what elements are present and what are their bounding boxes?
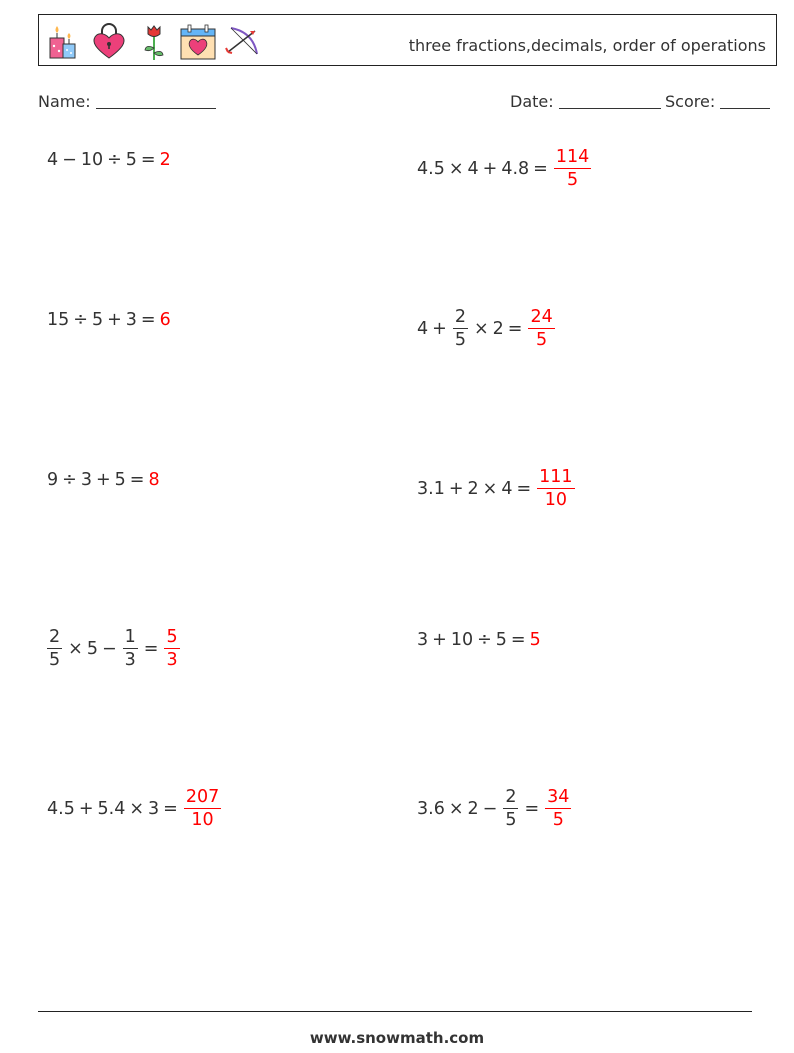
equals-sign: = xyxy=(129,470,145,490)
fraction-denominator: 3 xyxy=(124,650,136,670)
answer-denominator: 5 xyxy=(566,170,579,190)
fraction-numerator: 2 xyxy=(49,627,61,647)
times-operator: × xyxy=(68,638,83,659)
answer-fraction xyxy=(554,146,591,191)
equals-sign: = xyxy=(140,310,156,330)
expr-term: 3.6 xyxy=(417,798,445,819)
times-operator: × xyxy=(482,478,498,499)
expr-term: 4 xyxy=(417,318,429,339)
worksheet-title: three fractions,decimals, order of operations xyxy=(408,36,766,55)
equals-sign: = xyxy=(516,478,532,499)
equals-sign: = xyxy=(533,158,548,179)
expr-term: 5.4 xyxy=(97,798,126,819)
answer-fraction xyxy=(545,786,571,831)
answer-denominator: 3 xyxy=(166,650,178,670)
expr-term: 4.5 xyxy=(417,158,445,179)
answer-fraction xyxy=(537,466,574,511)
expr-term: 5 xyxy=(495,630,507,650)
answer: 5 xyxy=(529,630,541,650)
problem-8 xyxy=(417,630,541,650)
plus-operator: + xyxy=(78,798,94,819)
problem-3 xyxy=(47,310,171,330)
expr-term: 4.8 xyxy=(501,158,530,179)
operand-fraction xyxy=(123,626,138,671)
answer-numerator: 24 xyxy=(530,307,553,327)
plus-operator: + xyxy=(448,478,464,499)
rose-icon xyxy=(134,22,174,62)
name-field xyxy=(38,92,216,111)
equals-sign: = xyxy=(163,798,178,819)
problem-6 xyxy=(417,466,577,511)
fraction-numerator: 2 xyxy=(454,307,466,327)
answer-denominator: 5 xyxy=(536,330,548,350)
plus-operator: + xyxy=(432,318,447,339)
divide-operator: ÷ xyxy=(477,630,492,650)
answer-fraction xyxy=(164,626,179,671)
answer-denominator: 10 xyxy=(191,810,214,830)
minus-operator: − xyxy=(482,798,498,819)
footer-divider xyxy=(38,1011,752,1012)
expr-term: 4.5 xyxy=(47,798,75,819)
date-label: Date: xyxy=(510,92,554,111)
name-label: Name: xyxy=(38,92,91,111)
score-blank[interactable] xyxy=(720,94,770,109)
fraction-denominator: 5 xyxy=(49,650,61,670)
expr-term: 3 xyxy=(125,310,137,330)
date-blank[interactable] xyxy=(559,94,661,109)
answer: 6 xyxy=(159,310,171,330)
expr-term: 3 xyxy=(417,630,429,650)
expr-term: 2 xyxy=(467,798,479,819)
minus-operator: − xyxy=(101,638,117,659)
operand-fraction xyxy=(503,786,518,831)
worksheet-header xyxy=(38,14,777,66)
times-operator: × xyxy=(448,158,464,179)
expr-term: 10 xyxy=(450,630,474,650)
times-operator: × xyxy=(448,798,464,819)
answer-numerator: 5 xyxy=(166,627,178,647)
problem-4 xyxy=(417,306,557,351)
problem-9 xyxy=(47,786,223,831)
answer-numerator: 114 xyxy=(555,147,590,167)
expr-term: 5 xyxy=(114,470,126,490)
footer-website[interactable]: www.snowmath.com xyxy=(309,1029,485,1047)
times-operator: × xyxy=(129,798,145,819)
expr-term: 4 xyxy=(501,478,513,499)
expr-term: 9 xyxy=(47,470,59,490)
problem-5 xyxy=(47,470,160,490)
plus-operator: + xyxy=(482,158,498,179)
expr-term: 5 xyxy=(86,638,98,659)
answer-numerator: 34 xyxy=(547,787,570,807)
expr-term: 4 xyxy=(47,150,59,170)
equals-sign: = xyxy=(140,150,156,170)
fraction-denominator: 5 xyxy=(454,330,466,350)
problem-1 xyxy=(47,150,171,170)
plus-operator: + xyxy=(107,310,122,330)
fraction-numerator: 1 xyxy=(124,627,136,647)
expr-term: 3.1 xyxy=(417,478,445,499)
answer-fraction xyxy=(528,306,554,351)
expr-term: 3 xyxy=(80,470,92,490)
expr-term: 15 xyxy=(47,310,70,330)
equals-sign: = xyxy=(143,638,159,659)
plus-operator: + xyxy=(432,630,447,650)
minus-operator: − xyxy=(62,150,77,170)
answer-numerator: 111 xyxy=(539,467,573,487)
expr-term: 4 xyxy=(467,158,479,179)
date-field xyxy=(510,92,661,111)
heart-lock-icon xyxy=(89,22,129,62)
answer-denominator: 10 xyxy=(544,490,567,510)
name-blank[interactable] xyxy=(96,94,216,109)
plus-operator: + xyxy=(95,470,111,490)
divide-operator: ÷ xyxy=(107,150,122,170)
score-field xyxy=(665,92,770,111)
problem-10 xyxy=(417,786,573,831)
calendar-heart-icon xyxy=(178,22,218,62)
problem-7 xyxy=(45,626,182,671)
bow-arrow-icon xyxy=(223,22,263,62)
expr-term: 2 xyxy=(492,318,504,339)
expr-term: 5 xyxy=(91,310,104,330)
expr-term: 5 xyxy=(125,150,137,170)
answer-numerator: 207 xyxy=(185,787,220,807)
fraction-numerator: 2 xyxy=(505,787,517,807)
answer: 2 xyxy=(159,150,171,170)
problem-2 xyxy=(417,146,593,191)
operand-fraction xyxy=(453,306,468,351)
answer: 8 xyxy=(148,470,160,490)
operand-fraction xyxy=(47,626,62,671)
fraction-denominator: 5 xyxy=(505,810,517,830)
score-label: Score: xyxy=(665,92,716,111)
expr-term: 10 xyxy=(80,150,104,170)
times-operator: × xyxy=(473,318,489,339)
equals-sign: = xyxy=(507,318,523,339)
expr-term: 3 xyxy=(148,798,160,819)
equals-sign: = xyxy=(510,630,526,650)
divide-operator: ÷ xyxy=(73,310,88,330)
expr-term: 2 xyxy=(467,478,479,499)
divide-operator: ÷ xyxy=(62,470,77,490)
answer-denominator: 5 xyxy=(552,810,564,830)
answer-fraction xyxy=(184,786,221,831)
equals-sign: = xyxy=(524,798,540,819)
candles-icon xyxy=(45,22,85,62)
